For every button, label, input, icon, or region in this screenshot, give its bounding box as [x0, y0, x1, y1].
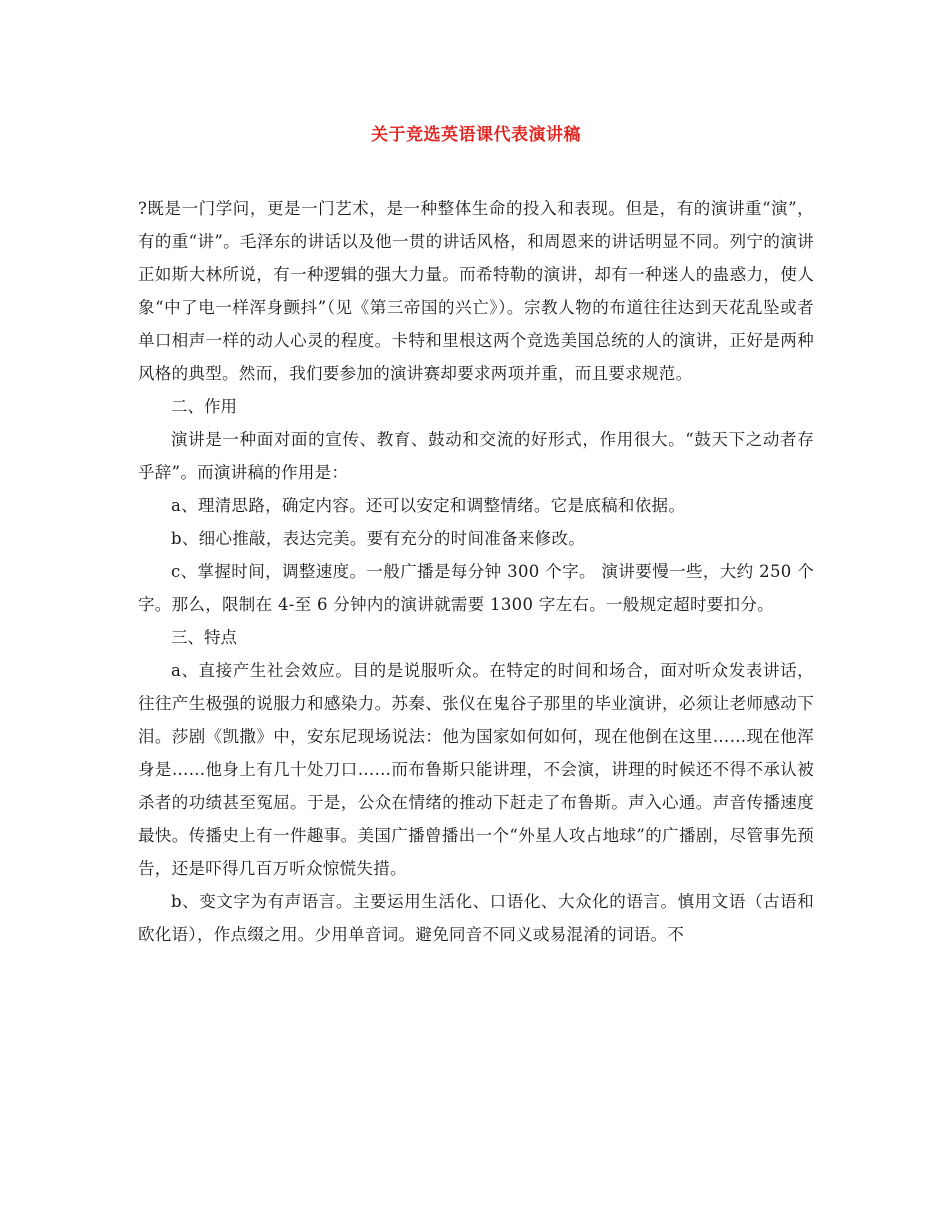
list-item-a: a、理清思路，确定内容。还可以安定和调整情绪。它是底稿和依据。	[171, 496, 686, 515]
list-item-c: c、掌握时间，调整速度。一般广播是每分钟 300 个字。 演讲要慢一些，大约 250 个字。那么，限制在 4-至 6 分钟内的演讲就需要 1300 字左右。一般规定超时要扣分。	[138, 562, 814, 614]
feature-item-b: b、变文字为有声语言。主要运用生活化、口语化、大众化的语言。慎用文语（古语和欧化语），作点缀之用。少用单音词。避免同音不同义或易混淆的词语。不	[138, 892, 814, 944]
document-page	[138, 122, 814, 951]
section-heading-features: 三、特点	[171, 628, 237, 647]
section-heading-function: 二、作用	[171, 397, 237, 416]
body-paragraph-function: 演讲是一种面对面的宣传、教育、鼓动和交流的好形式，作用很大。“鼓天下之动者存乎辞”。而演讲稿的作用是：	[138, 430, 814, 482]
body-paragraph-intro: ?既是一门学问，更是一门艺术，是一种整体生命的投入和表现。但是，有的演讲重“演”，有的重“讲”。毛泽东的讲话以及他一贯的讲话风格，和周恩来的讲话明显不同。列宁的演讲正如斯大林所说，有一种逻辑的强大力量。而希特勒的演讲，却有一种迷人的蛊惑力，使人象“中了电一样浑身颤抖”（见《第三帝国的兴亡》）。宗教人物的布道往往达到天花乱坠或者单口相声一样的动人心灵的程度。卡特和里根这两个竞选美国总统的人的演讲，正好是两种风格的典型。然而，我们要参加的演讲赛却要求两项并重，而且要求规范。	[138, 199, 814, 383]
document-title: 关于竞选英语课代表演讲稿	[371, 125, 581, 145]
list-item-b: b、细心推敲，表达完美。要有充分的时间准备来修改。	[171, 529, 586, 548]
feature-item-a: a、直接产生社会效应。目的是说服听众。在特定的时间和场合，面对听众发表讲话，往往产生极强的说服力和感染力。苏秦、张仪在鬼谷子那里的毕业演讲，必须让老师感动下泪。莎剧《凯撒》中，安东尼现场说法：他为国家如何如何，现在他倒在这里……现在他浑身是……他身上有几十处刀口……而布鲁斯只能讲理，不会演，讲理的时候还不得不承认被杀者的功绩甚至冤屈。于是，公众在情绪的推动下赶走了布鲁斯。声入心通。声音传播速度最快。传播史上有一件趣事。美国广播曾播出一个“外星人攻占地球”的广播剧，尽管事先预告，还是吓得几百万听众惊慌失措。	[138, 661, 814, 878]
